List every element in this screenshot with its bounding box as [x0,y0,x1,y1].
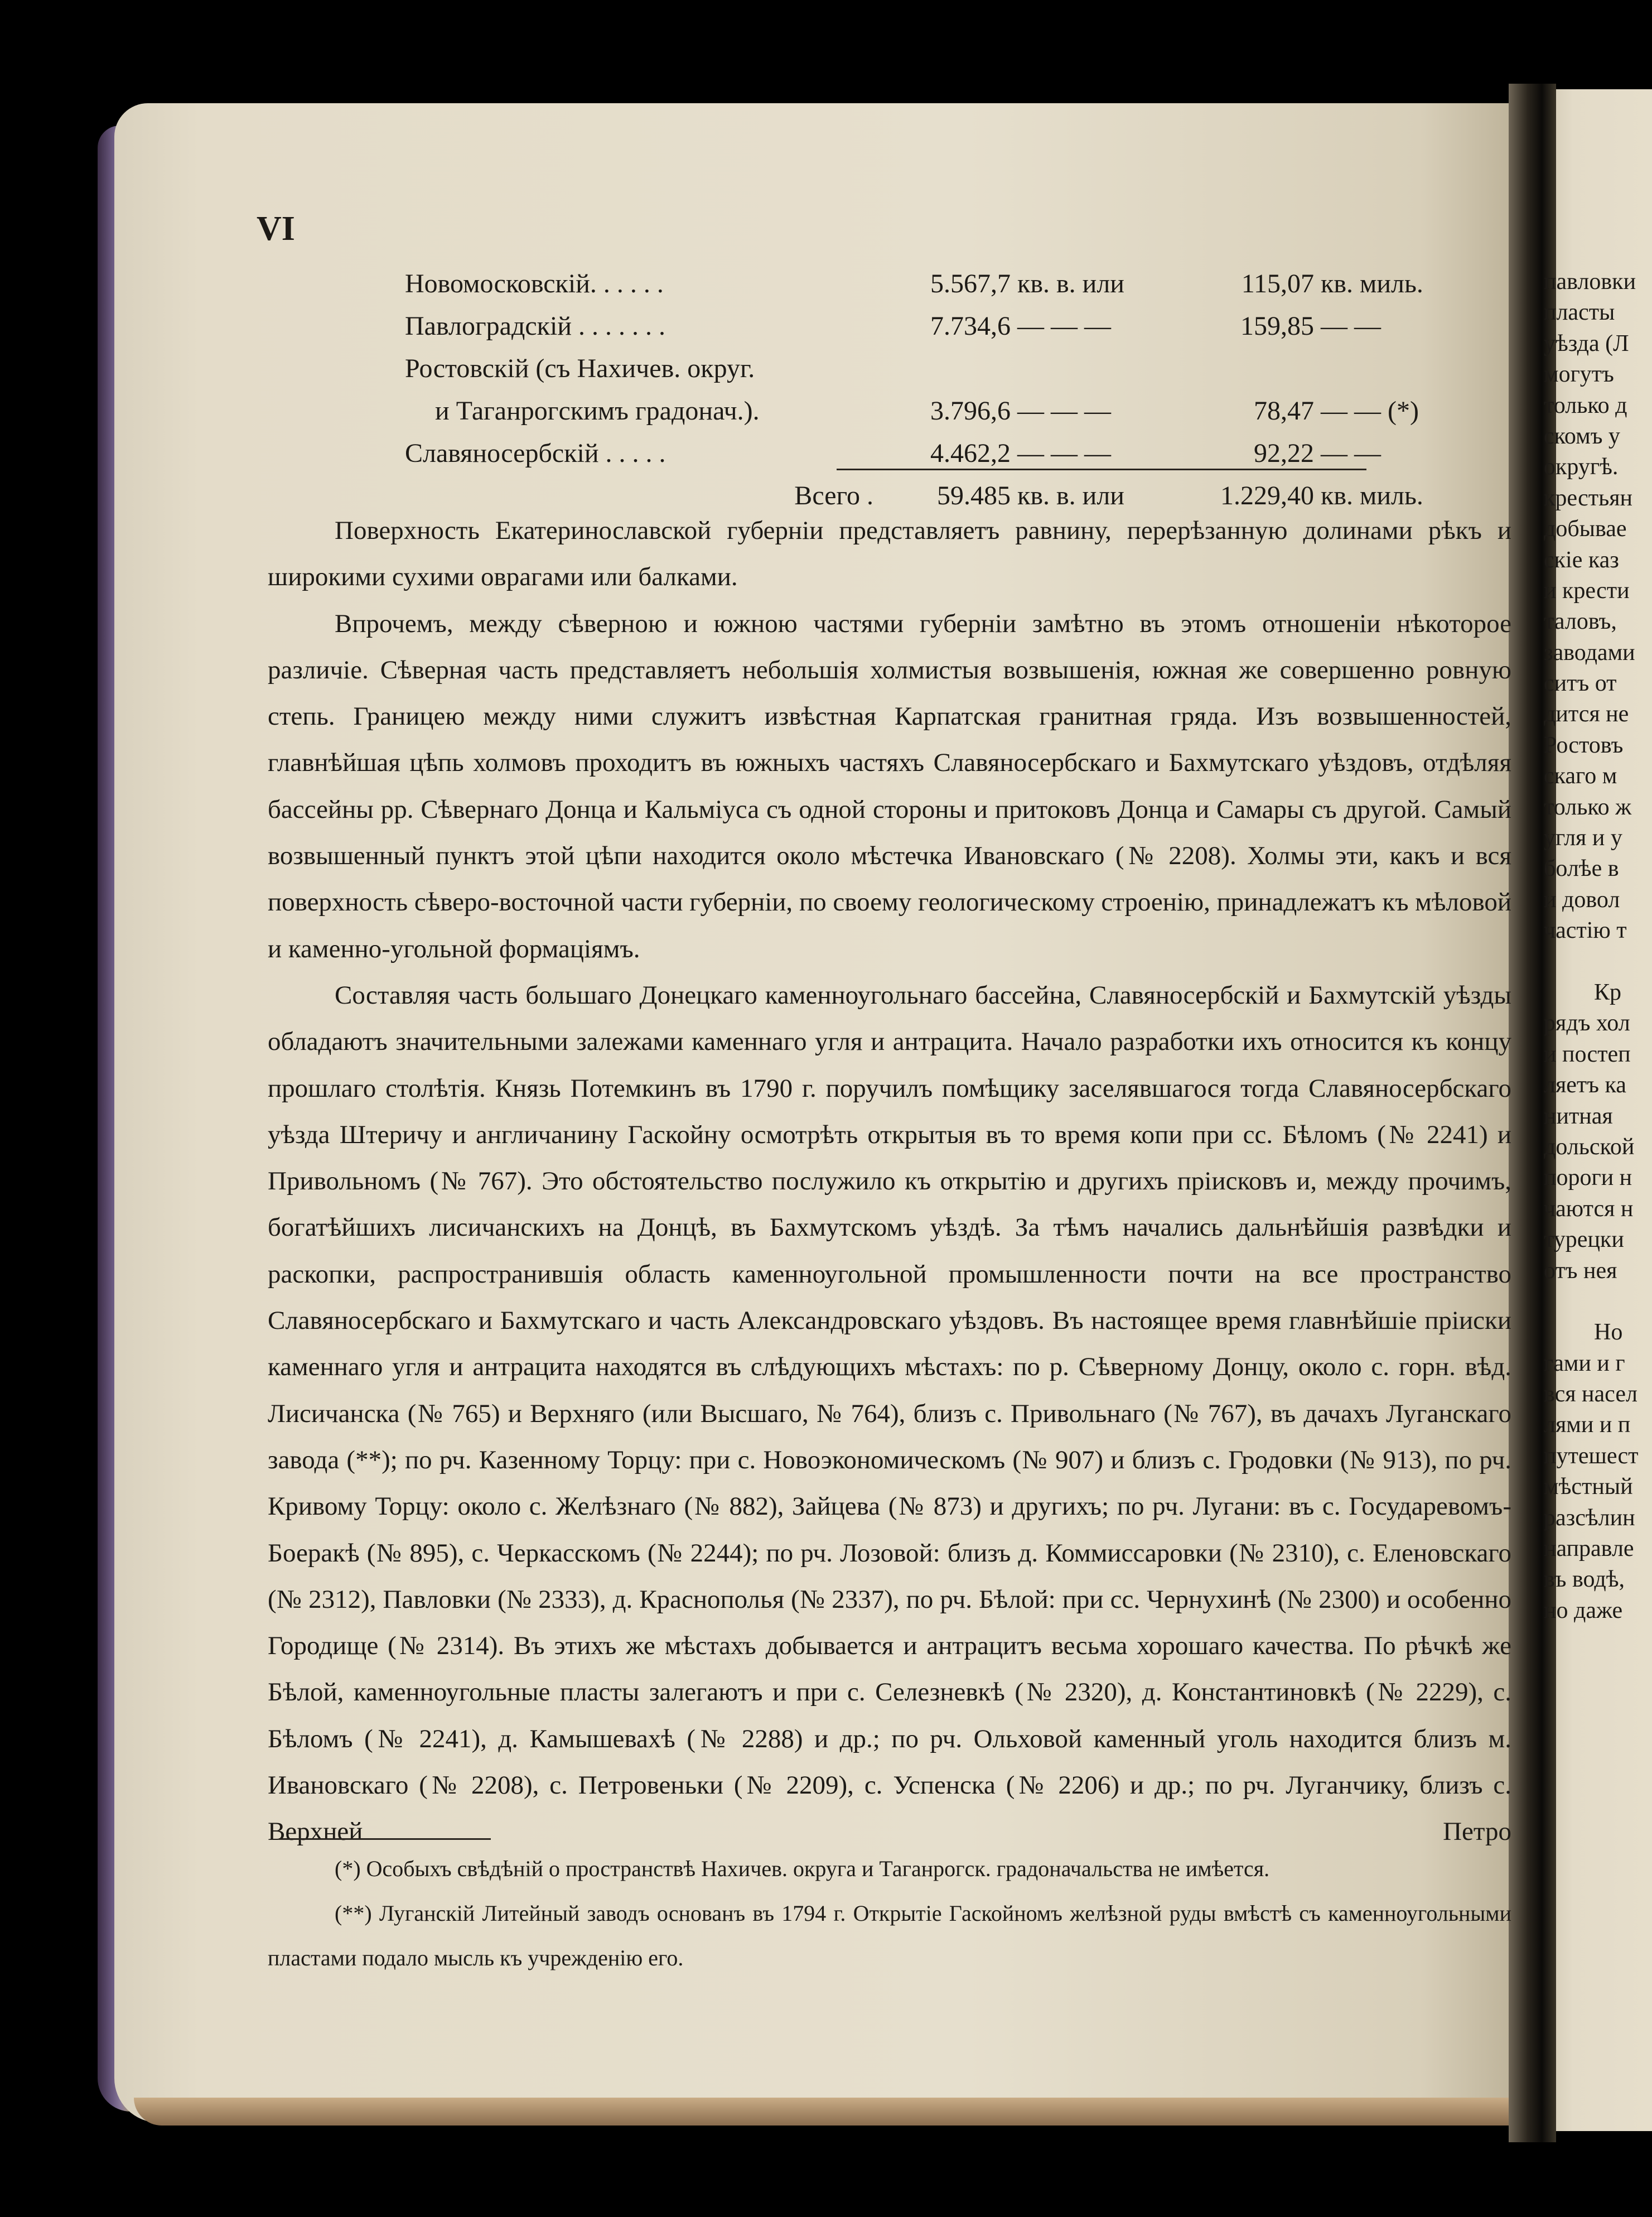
area-versts: 3.796,6 [930,396,1011,426]
right-page-line: павловки [1544,269,1636,295]
unit-miles: — — (*) [1321,396,1419,426]
unit-miles: — — [1321,438,1381,468]
right-page-line: скомъ у [1544,423,1620,449]
main-text [268,508,1511,1855]
footnote-rule [279,1838,491,1840]
unit-versts [1014,347,1205,389]
right-page-line: пороги н [1544,1165,1632,1191]
right-page-line: дится не [1544,701,1629,727]
right-page-line: дольской [1544,1134,1635,1160]
right-page-line: гами и г [1544,1350,1625,1376]
right-page-line: угля и у [1544,825,1622,851]
district-name: Павлоградскій . . . . . . . [405,311,666,341]
unit-miles: кв. миль. [1321,480,1423,510]
right-page-gap [1544,1286,1652,1317]
right-page-line: ляетъ ка [1544,1072,1626,1098]
page-bottom-edge [134,2098,1528,2126]
right-page-line: нитная [1544,1103,1613,1129]
right-page-line: рядъ хол [1544,1010,1630,1037]
unit-versts: — — — [1017,438,1111,468]
table-row [402,389,1469,432]
right-page-line: и довол [1544,886,1620,913]
footnotes [268,1847,1511,1980]
right-page-line: скаго м [1544,763,1617,789]
paragraph: Составляя часть большаго Донецкаго каменноугольнаго бассейна, Славяносербскій и Бахмутскій уѣзды обладаютъ значительными залежами каменнаго угля и антрацита. Начало разработки ихъ относится къ концу прошлаго столѣтія. Князь Потемкинъ въ 1790 г. поручилъ помѣщику заселявшагося тогда Славяносербскаго уѣзда Штеричу и англичанину Гаскойну осмотрѣть открытыя въ то время копи при сс. Бѣломъ (№ 2241) и Привольномъ (№ 767). Это обстоятельство послужило къ открытію и другихъ пріисковъ и, между прочимъ, богатѣйшихъ лисичанскихъ на Донцѣ, въ Бахмутскомъ уѣздѣ. За тѣмъ начались дальнѣйшія развѣдки и раскопки, распространившія область каменноугольной промышленности почти на все пространство Славяносербскаго и Бахмутскаго и часть Александровскаго уѣздовъ. Въ настоящее время главнѣйшіе пріиски каменнаго угля и антрацита находятся въ слѣдующихъ мѣстахъ: по р. Сѣверному Донцу, около с. горн. вѣд. Лисичанска (№ 765) и Верхняго (или Высшаго, № 764), близъ с. Привольнаго (№ 767), въ дачахъ Луганскаго завода (**); по рч. Казенному Торцу: при с. Новоэкономическомъ (№ 907) и близъ с. Гродовки (№ 913), по рч. Кривому Торцу: около с. Желѣзнаго (№ 882), Зайцева (№ 873) и другихъ; по рч. Лугани: въ с. Государевомъ-Боеракѣ (№ 895), с. Черкасскомъ (№ 2244); по рч. Лозовой: близъ д. Коммиссаровки (№ 2310), с. Еленовскаго (№ 2312), Павловки (№ 2333), д. Краснополья (№ 2337), по рч. Бѣлой: при сс. Чернухинѣ (№ 2300) и особенно Городище (№ 2314). Въ этихъ же мѣстахъ добывается и антрацитъ весьма хорошаго качества. По рѣчкѣ же Бѣлой, каменноугольные пласты залегаютъ и при с. Селезневкѣ (№ 2320), д. Константиновкѣ (№ 2229), с. Бѣломъ (№ 2241), д. Камышевахѣ (№ 2288) и др.; по рч. Ольховой каменный уголь находится близъ м. Ивановскаго (№ 2208), с. Петровеньки (№ 2209), с. Успенска (№ 2206) и др.; по рч. Луганчику, близъ с. Верхней Петро [268,980,1511,1847]
area-table [402,262,1469,517]
right-page-line: въ водѣ, [1544,1567,1625,1593]
unit-versts: кв. в. или [1017,268,1124,298]
right-page-line: заводами [1544,639,1635,666]
right-page-line: болѣе в [1544,856,1619,882]
right-page-line: только ж [1544,794,1632,820]
footnote: (*) Особыхъ свѣдѣній о пространствѣ Нахичев. округа и Таганрогск. градоначальства не имѣется. [335,1856,1270,1881]
right-page-line: округѣ. [1544,454,1619,480]
right-page-line: разсѣлин [1544,1505,1635,1531]
right-page-line: путешест [1544,1443,1639,1469]
right-page-line: лями и п [1544,1412,1631,1438]
right-page-line: уѣзда (Л [1544,330,1629,356]
right-page-line: крестьян [1544,485,1633,511]
area-miles: 159,85 [1240,311,1314,341]
right-page-text [1544,267,1652,1626]
area-versts [896,347,1014,389]
right-page-line: Но [1594,1319,1623,1346]
right-page-line: частію т [1544,918,1627,944]
right-page-line: пласты [1544,300,1615,326]
right-page-line: но даже [1544,1597,1623,1623]
table-row [402,305,1469,347]
area-miles: 92,22 [1254,438,1314,468]
right-page-line: чаются н [1544,1196,1634,1222]
right-page-line: скіе каз [1544,547,1619,573]
paragraph: Впрочемъ, между сѣверною и южною частями губерніи замѣтно въ этомъ отношеніи нѣкоторое различіе. Сѣверная часть представляетъ небольшія холмистыя возвышенія, южная же совершенно ровную степь. Границею между ними служитъ извѣстная Карпатская гранитная гряда. Изъ возвышенностей, главнѣйшая цѣпь холмовъ проходитъ въ южныхъ частяхъ Славяносербскаго и Бахмутскаго уѣздовъ, отдѣляя бассейны рр. Сѣвернаго Донца и Кальміуса съ одной стороны и притоковъ Донца и Самары съ другой. Самый возвышенный пунктъ этой цѣпи находится около мѣстечка Ивановскаго (№ 2208). Холмы эти, какъ и вся поверхность сѣверо-восточной части губерніи, по своему геологическому строенію, принадлежатъ къ мѣловой и каменно-угольной формаціямъ. [268,609,1511,963]
right-page-gap [1544,947,1652,977]
right-page-line: Ростовъ [1544,732,1624,758]
right-page-line: таловъ, [1544,609,1617,635]
paragraph: Поверхность Екатеринославской губерніи представляетъ равнину, перерѣзанную долинами рѣкъ и широкими сухими оврагами или балками. [268,516,1511,592]
total-versts: 59.485 [937,480,1011,510]
unit-versts: — — — [1017,311,1111,341]
right-page-line: отъ нея [1544,1257,1617,1284]
district-name: Ростовскій (съ Нахичев. округ. [405,353,755,383]
total-miles: 1.229,40 [1220,480,1314,510]
footnote: (**) Луганскій Литейный заводъ основанъ въ 1794 г. Открытіе Гаскойномъ желѣзной руды вмѣстѣ съ каменноугольными пластами подало мысль къ учрежденію его. [268,1901,1511,1970]
total-label: Всего . [794,480,873,510]
area-versts: 7.734,6 [930,311,1011,341]
right-page-line: добывае [1544,516,1627,542]
right-page-line: направле [1544,1536,1634,1562]
district-name: и Таганрогскимъ градонач.). [435,396,760,426]
right-page-line: Кр [1594,979,1622,1005]
unit-miles: кв. миль. [1321,268,1423,298]
right-page-line: и крести [1544,577,1630,604]
area-miles [1205,347,1317,389]
table-row [402,262,1469,305]
right-page-line: ситъ от [1544,671,1617,697]
table-row [402,347,1469,389]
district-name: Славяносербскій . . . . . [405,438,666,468]
unit-miles [1317,347,1469,389]
right-page-line: только д [1544,392,1627,418]
table-row [402,432,1469,474]
page-number: VI [257,210,295,248]
unit-versts: кв. в. или [1017,480,1124,510]
district-name: Новомосковскій. . . . . . [405,268,664,298]
total-rule [837,469,1366,470]
area-miles: 115,07 [1241,268,1314,298]
right-page-line: вся насел [1544,1381,1637,1408]
unit-miles: — — [1321,311,1381,341]
area-versts: 5.567,7 [930,268,1011,298]
unit-versts: — — — [1017,396,1111,426]
right-page-line: мѣстный [1544,1474,1633,1500]
area-versts: 4.462,2 [930,438,1011,468]
area-miles: 78,47 [1254,396,1314,426]
right-page-line: могутъ [1544,362,1614,388]
right-page-line: и постеп [1544,1041,1631,1067]
right-page-line: турецки [1544,1227,1624,1253]
